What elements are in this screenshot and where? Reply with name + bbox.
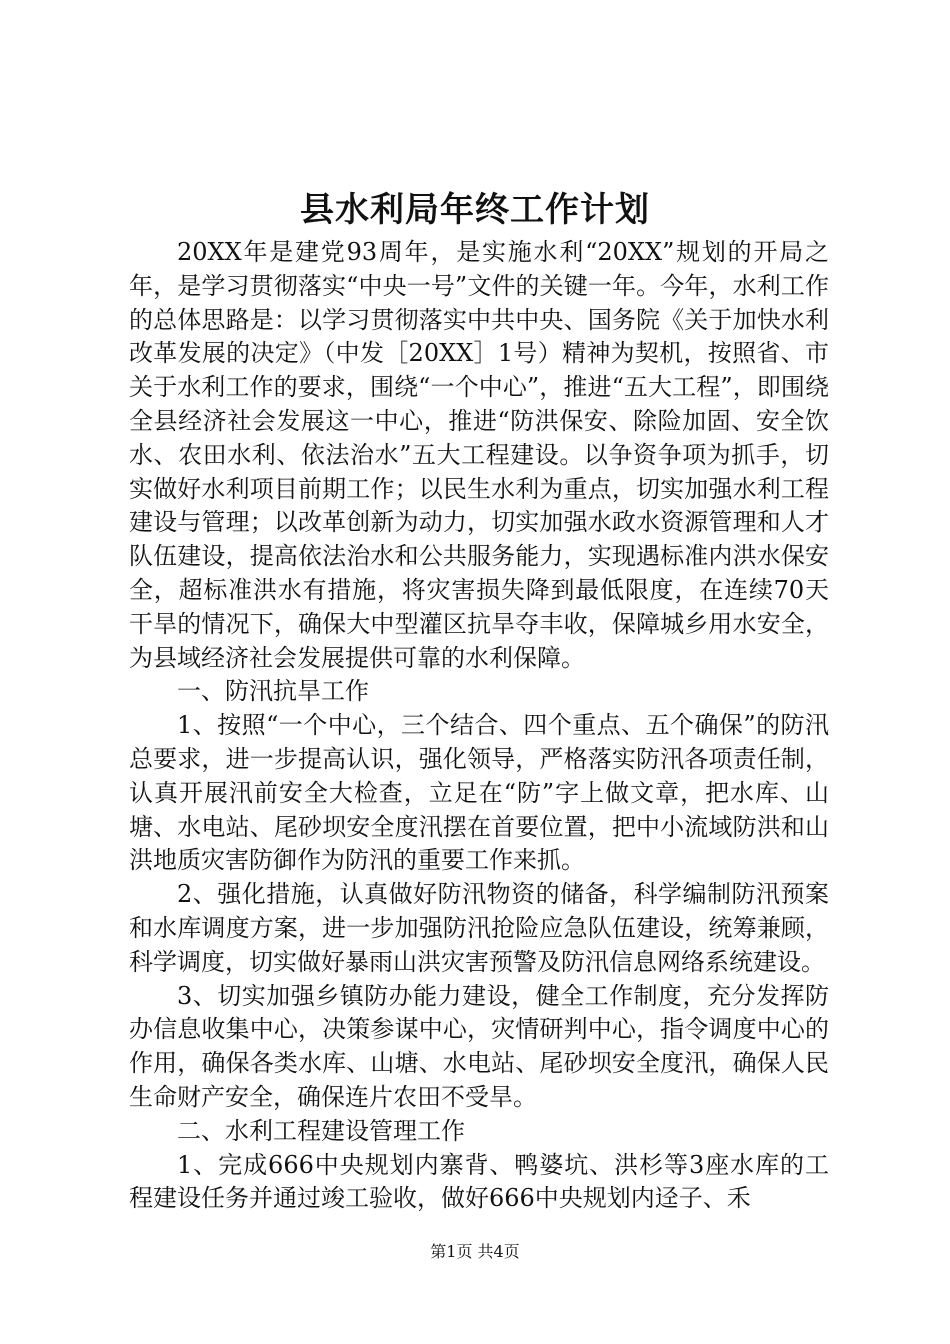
flood-item-1-paragraph: 1、按照“一个中心，三个结合、四个重点、五个确保”的防汛总要求，进一步提高认识，强化领导，严格落实防汛各项责任制，认真开展汛前安全大检查，立足在“防”字上做文章，把水库、山塘、水电站、尾砂坝安全度汛摆在首要位置，把中小流域防洪和山洪地质灾害防御作为防汛的重要工作来抓。: [129, 711, 829, 875]
flood-item-3-paragraph: 3、切实加强乡镇防办能力建设，健全工作制度，充分发挥防办信息收集中心，决策参谋中心，灾情研判中心，指令调度中心的作用，确保各类水库、山塘、水电站、尾砂坝安全度汛，确保人民生命财产安全，确保连片农田不受旱。: [129, 981, 829, 1111]
page-footer: 第1页 共4页: [430, 1242, 520, 1261]
flood-item-2-paragraph: 2、强化措施，认真做好防汛物资的储备，科学编制防汛预案和水库调度方案，进一步加强防汛抢险应急队伍建设，统筹兼顾，科学调度，切实做好暴雨山洪灾害预警及防汛信息网络系统建设。: [129, 880, 829, 976]
document-body: [129, 236, 829, 1216]
construction-item-1-paragraph: 1、完成666中央规划内寨背、鸭婆坑、洪杉等3座水库的工程建设任务并通过竣工验收，做好666中央规划内迳子、禾: [129, 1150, 829, 1213]
section-heading-construction: 二、水利工程建设管理工作: [177, 1116, 465, 1145]
intro-paragraph: 20XX年是建党93周年，是实施水利“20XX”规划的开局之年，是学习贯彻落实“中央一号”文件的关键一年。今年，水利工作的总体思路是：以学习贯彻落实中共中央、国务院《关于加快水利改革发展的决定》（中发［20XX］1号）精神为契机，按照省、市关于水利工作的要求，围绕“一个中心”，推进“五大工程”，即围绕全县经济社会发展这一中心，推进“防洪保安、除险加固、安全饮水、农田水利、依法治水”五大工程建设。以争资争项为抓手，切实做好水利项目前期工作；以民生水利为重点，切实加强水利工程建设与管理；以改革创新为动力，切实加强水政水资源管理和人才队伍建设，提高依法治水和公共服务能力，实现遇标准内洪水保安全，超标准洪水有措施，将灾害损失降到最低限度，在连续70天干旱的情况下，确保大中型灌区抗旱夺丰收，保障城乡用水安全，为县域经济社会发展提供可靠的水利保障。: [129, 238, 829, 672]
section-heading-flood-drought: 一、防汛抗旱工作: [177, 677, 369, 706]
document-title: 县水利局年终工作计划: [300, 190, 650, 230]
